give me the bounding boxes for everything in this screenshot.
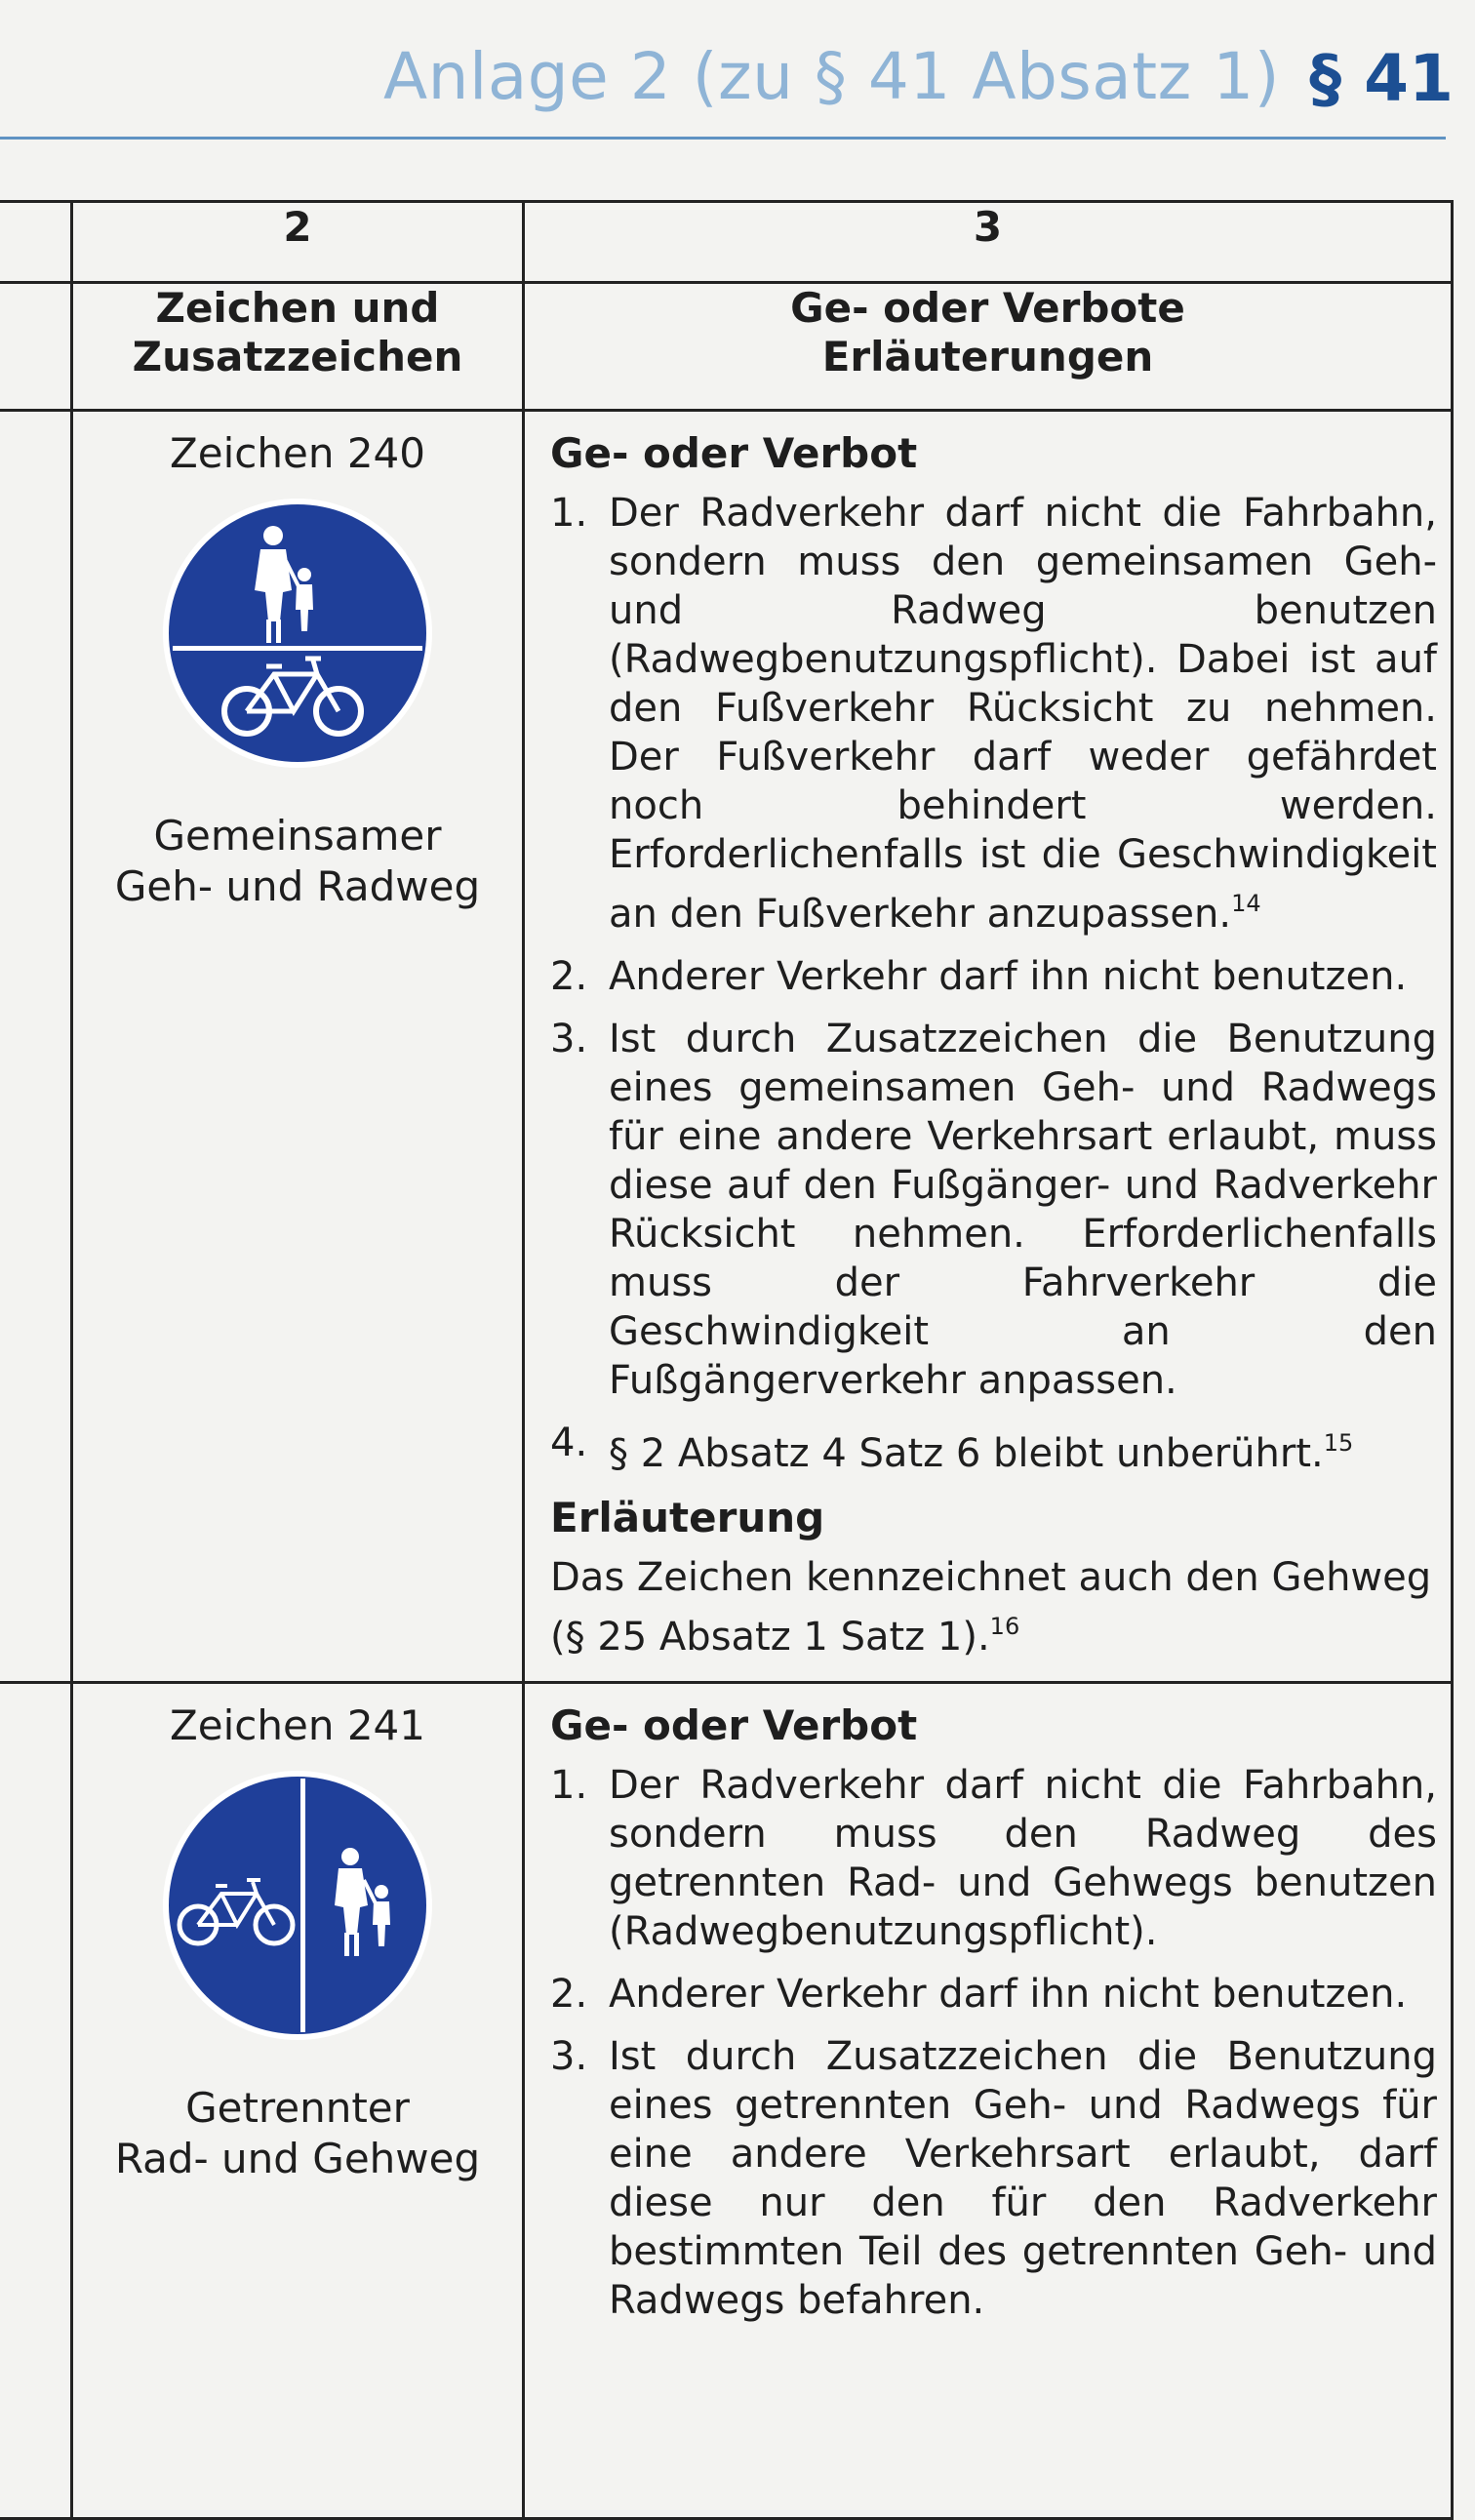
column-title-rules bbox=[524, 283, 1453, 411]
column-1-cell bbox=[0, 202, 72, 283]
rule-number: 3. bbox=[550, 2034, 588, 2079]
page-header bbox=[0, 29, 1475, 137]
sign-name bbox=[73, 811, 522, 912]
footnote-ref: 15 bbox=[1323, 1429, 1354, 1457]
sign-name-line1: Gemeinsamer bbox=[153, 812, 442, 860]
sign-name-line2: Rad- und Gehweg bbox=[114, 2135, 481, 2182]
explanation-text-wrap bbox=[550, 1553, 1437, 1661]
column-title-rules-line2: Erläuterungen bbox=[821, 333, 1154, 380]
rule-text-wrap bbox=[609, 489, 1437, 939]
segregated-path-sign-icon bbox=[159, 1767, 436, 2044]
column-number-3: 3 bbox=[524, 202, 1453, 283]
list-item bbox=[550, 952, 1437, 1001]
rule-text: § 2 Absatz 4 Satz 6 bleibt unberührt. bbox=[609, 1431, 1324, 1476]
rule-text: Ist durch Zusatzzeichen die Benutzung eines gemeinsamen Geh- und Radwegs für eine andere Verkehrsart erlaubt, muss diese auf den Fußgänger- und Radverkehr Rücksicht nehmen. Erforderlichenfalls muss der Fahrverkehr die Geschwindigkeit an den Fußgängerverkehr anpassen. bbox=[609, 1017, 1437, 1403]
list-item bbox=[550, 1419, 1437, 1478]
sign-name-line1: Getrennter bbox=[185, 2084, 410, 2132]
column-title-row bbox=[0, 283, 1453, 411]
shared-path-sign-icon bbox=[159, 495, 436, 772]
rule-number: 2. bbox=[550, 1972, 588, 2017]
column-1-cell bbox=[0, 411, 72, 1683]
header-rule bbox=[0, 137, 1446, 140]
regulation-table bbox=[0, 200, 1454, 2366]
sign-cell bbox=[72, 1683, 524, 2519]
list-item bbox=[550, 1970, 1437, 2019]
rule-text: Ist durch Zusatzzeichen die Benutzung eines getrennten Geh- und Radwegs für eine andere Verkehrsart erlaubt, darf diese nur den für den Radverkehr bestimmten Teil des getrennten Geh- und Radwegs befahren. bbox=[609, 2034, 1437, 2323]
column-number-row bbox=[0, 202, 1453, 283]
rule-heading: Ge- oder Verbot bbox=[550, 1701, 918, 1749]
sign-cell bbox=[72, 411, 524, 1683]
column-title-signs-line2: Zusatzzeichen bbox=[132, 333, 463, 380]
footnote-ref: 14 bbox=[1231, 890, 1261, 917]
column-title-rules-line1: Ge- oder Verbote bbox=[790, 284, 1185, 332]
rule-text: Der Radverkehr darf nicht die Fahrbahn, sondern muss den Radweg des getrennten Rad- und Gehwegs benutzen (Radwegbenutzungspflicht). bbox=[609, 1763, 1437, 1954]
rule-number: 1. bbox=[550, 491, 588, 536]
rules-cell bbox=[524, 411, 1453, 1683]
rule-list bbox=[550, 489, 1437, 1478]
section-number: § 41 bbox=[1309, 41, 1454, 116]
rule-list bbox=[550, 1761, 1437, 2325]
list-item bbox=[550, 1015, 1437, 1405]
list-item bbox=[550, 1761, 1437, 1956]
column-title-signs bbox=[72, 283, 524, 411]
rule-text: Anderer Verkehr darf ihn nicht benutzen. bbox=[609, 1972, 1408, 2017]
sign-name bbox=[73, 2083, 522, 2184]
rule-number: 3. bbox=[550, 1017, 588, 1061]
table-row bbox=[0, 411, 1453, 1683]
rule-number: 1. bbox=[550, 1763, 588, 1808]
rules-cell bbox=[524, 1683, 1453, 2519]
column-1-cell bbox=[0, 1683, 72, 2519]
rule-number: 2. bbox=[550, 954, 588, 999]
rule-text: Anderer Verkehr darf ihn nicht benutzen. bbox=[609, 954, 1408, 999]
table-row bbox=[0, 1683, 1453, 2519]
sign-number: Zeichen 241 bbox=[170, 1701, 425, 1749]
footnote-ref: 16 bbox=[989, 1613, 1020, 1640]
explanation-heading: Erläuterung bbox=[550, 1494, 825, 1541]
explanation-text: Das Zeichen kennzeichnet auch den Gehweg (§ 25 Absatz 1 Satz 1). bbox=[550, 1555, 1432, 1660]
column-1-cell bbox=[0, 283, 72, 411]
column-title-signs-line1: Zeichen und bbox=[155, 284, 440, 332]
list-item bbox=[550, 489, 1437, 939]
rule-text: Der Radverkehr darf nicht die Fahrbahn, sondern muss den gemeinsamen Geh- und Radweg benutzen (Radwegbenutzungspflicht). Dabei ist auf den Fußverkehr Rücksicht zu nehmen. Der Fußverkehr darf weder gefährdet noch behindert werden. Erforderlichenfalls ist die Geschwindigkeit an den Fußverkehr anzupassen. bbox=[609, 491, 1437, 937]
rule-heading: Ge- oder Verbot bbox=[550, 429, 918, 477]
sign-number: Zeichen 240 bbox=[170, 429, 425, 477]
list-item bbox=[550, 2032, 1437, 2325]
page-title: Anlage 2 (zu § 41 Absatz 1) bbox=[383, 39, 1280, 114]
sign-name-line2: Geh- und Radweg bbox=[114, 862, 481, 910]
rule-number: 4. bbox=[550, 1420, 588, 1465]
rule-text-wrap bbox=[609, 1419, 1437, 1478]
column-number-2: 2 bbox=[72, 202, 524, 283]
